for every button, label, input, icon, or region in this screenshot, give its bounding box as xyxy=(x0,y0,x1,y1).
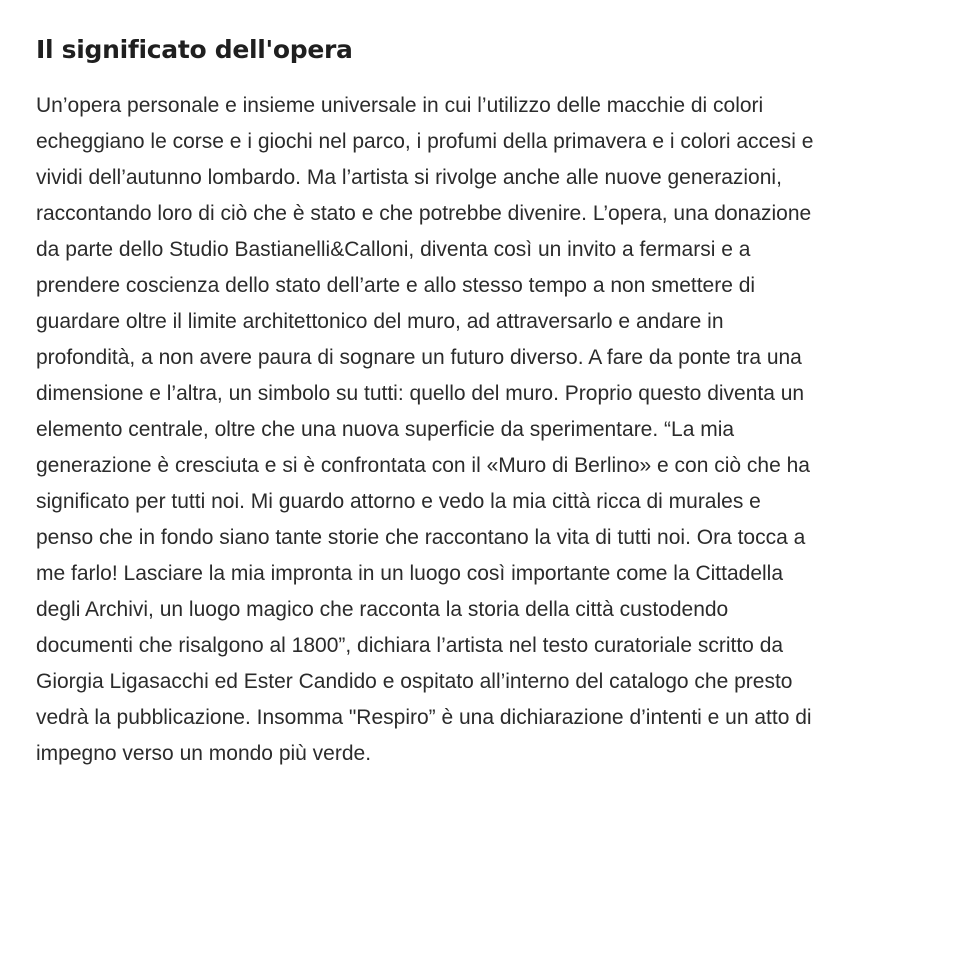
paragraph-line: degli Archivi, un luogo magico che racconta la storia della città custodendo xyxy=(36,598,729,621)
paragraph-line: profondità, a non avere paura di sognare un futuro diverso. A fare da ponte tra una xyxy=(36,346,802,369)
paragraph-line: Giorgia Ligasacchi ed Ester Candido e ospitato all’interno del catalogo che presto xyxy=(36,670,793,693)
paragraph-line: significato per tutti noi. Mi guardo attorno e vedo la mia città ricca di murales e xyxy=(36,490,761,513)
paragraph-line: guardare oltre il limite architettonico del muro, ad attraversarlo e andare in xyxy=(36,310,724,333)
paragraph-line: impegno verso un mondo più verde. xyxy=(36,742,372,765)
paragraph-line: me farlo! Lasciare la mia impronta in un luogo così importante come la Cittadella xyxy=(36,562,784,585)
paragraph-line: dimensione e l’altra, un simbolo su tutti: quello del muro. Proprio questo diventa un xyxy=(36,382,805,405)
paragraph-line: prendere coscienza dello stato dell’arte e allo stesso tempo a non smettere di xyxy=(36,274,756,297)
paragraph-line: Un’opera personale e insieme universale in cui l’utilizzo delle macchie di colori xyxy=(36,94,764,117)
paragraph-line: vedrà la pubblicazione. Insomma "Respiro” è una dichiarazione d’intenti e un atto di xyxy=(36,706,812,729)
paragraph-line: vividi dell’autunno lombardo. Ma l’artista si rivolge anche alle nuove generazioni, xyxy=(36,166,782,189)
paragraph-line: documenti che risalgono al 1800”, dichiara l’artista nel testo curatoriale scritto da xyxy=(36,634,784,657)
paragraph-line: da parte dello Studio Bastianelli&Calloni, diventa così un invito a fermarsi e a xyxy=(36,238,751,261)
article-paragraph xyxy=(36,88,926,772)
paragraph-line: elemento centrale, oltre che una nuova superficie da sperimentare. “La mia xyxy=(36,418,735,441)
paragraph-line: raccontando loro di ciò che è stato e che potrebbe divenire. L’opera, una donazione xyxy=(36,202,812,225)
paragraph-line: echeggiano le corse e i giochi nel parco, i profumi della primavera e i colori accesi e xyxy=(36,130,814,153)
article-section xyxy=(36,30,926,772)
paragraph-line: penso che in fondo siano tante storie che raccontano la vita di tutti noi. Ora tocca a xyxy=(36,526,806,549)
section-heading: Il significato dell'opera xyxy=(36,35,353,64)
paragraph-line: generazione è cresciuta e si è confrontata con il «Muro di Berlino» e con ciò che ha xyxy=(36,454,810,477)
